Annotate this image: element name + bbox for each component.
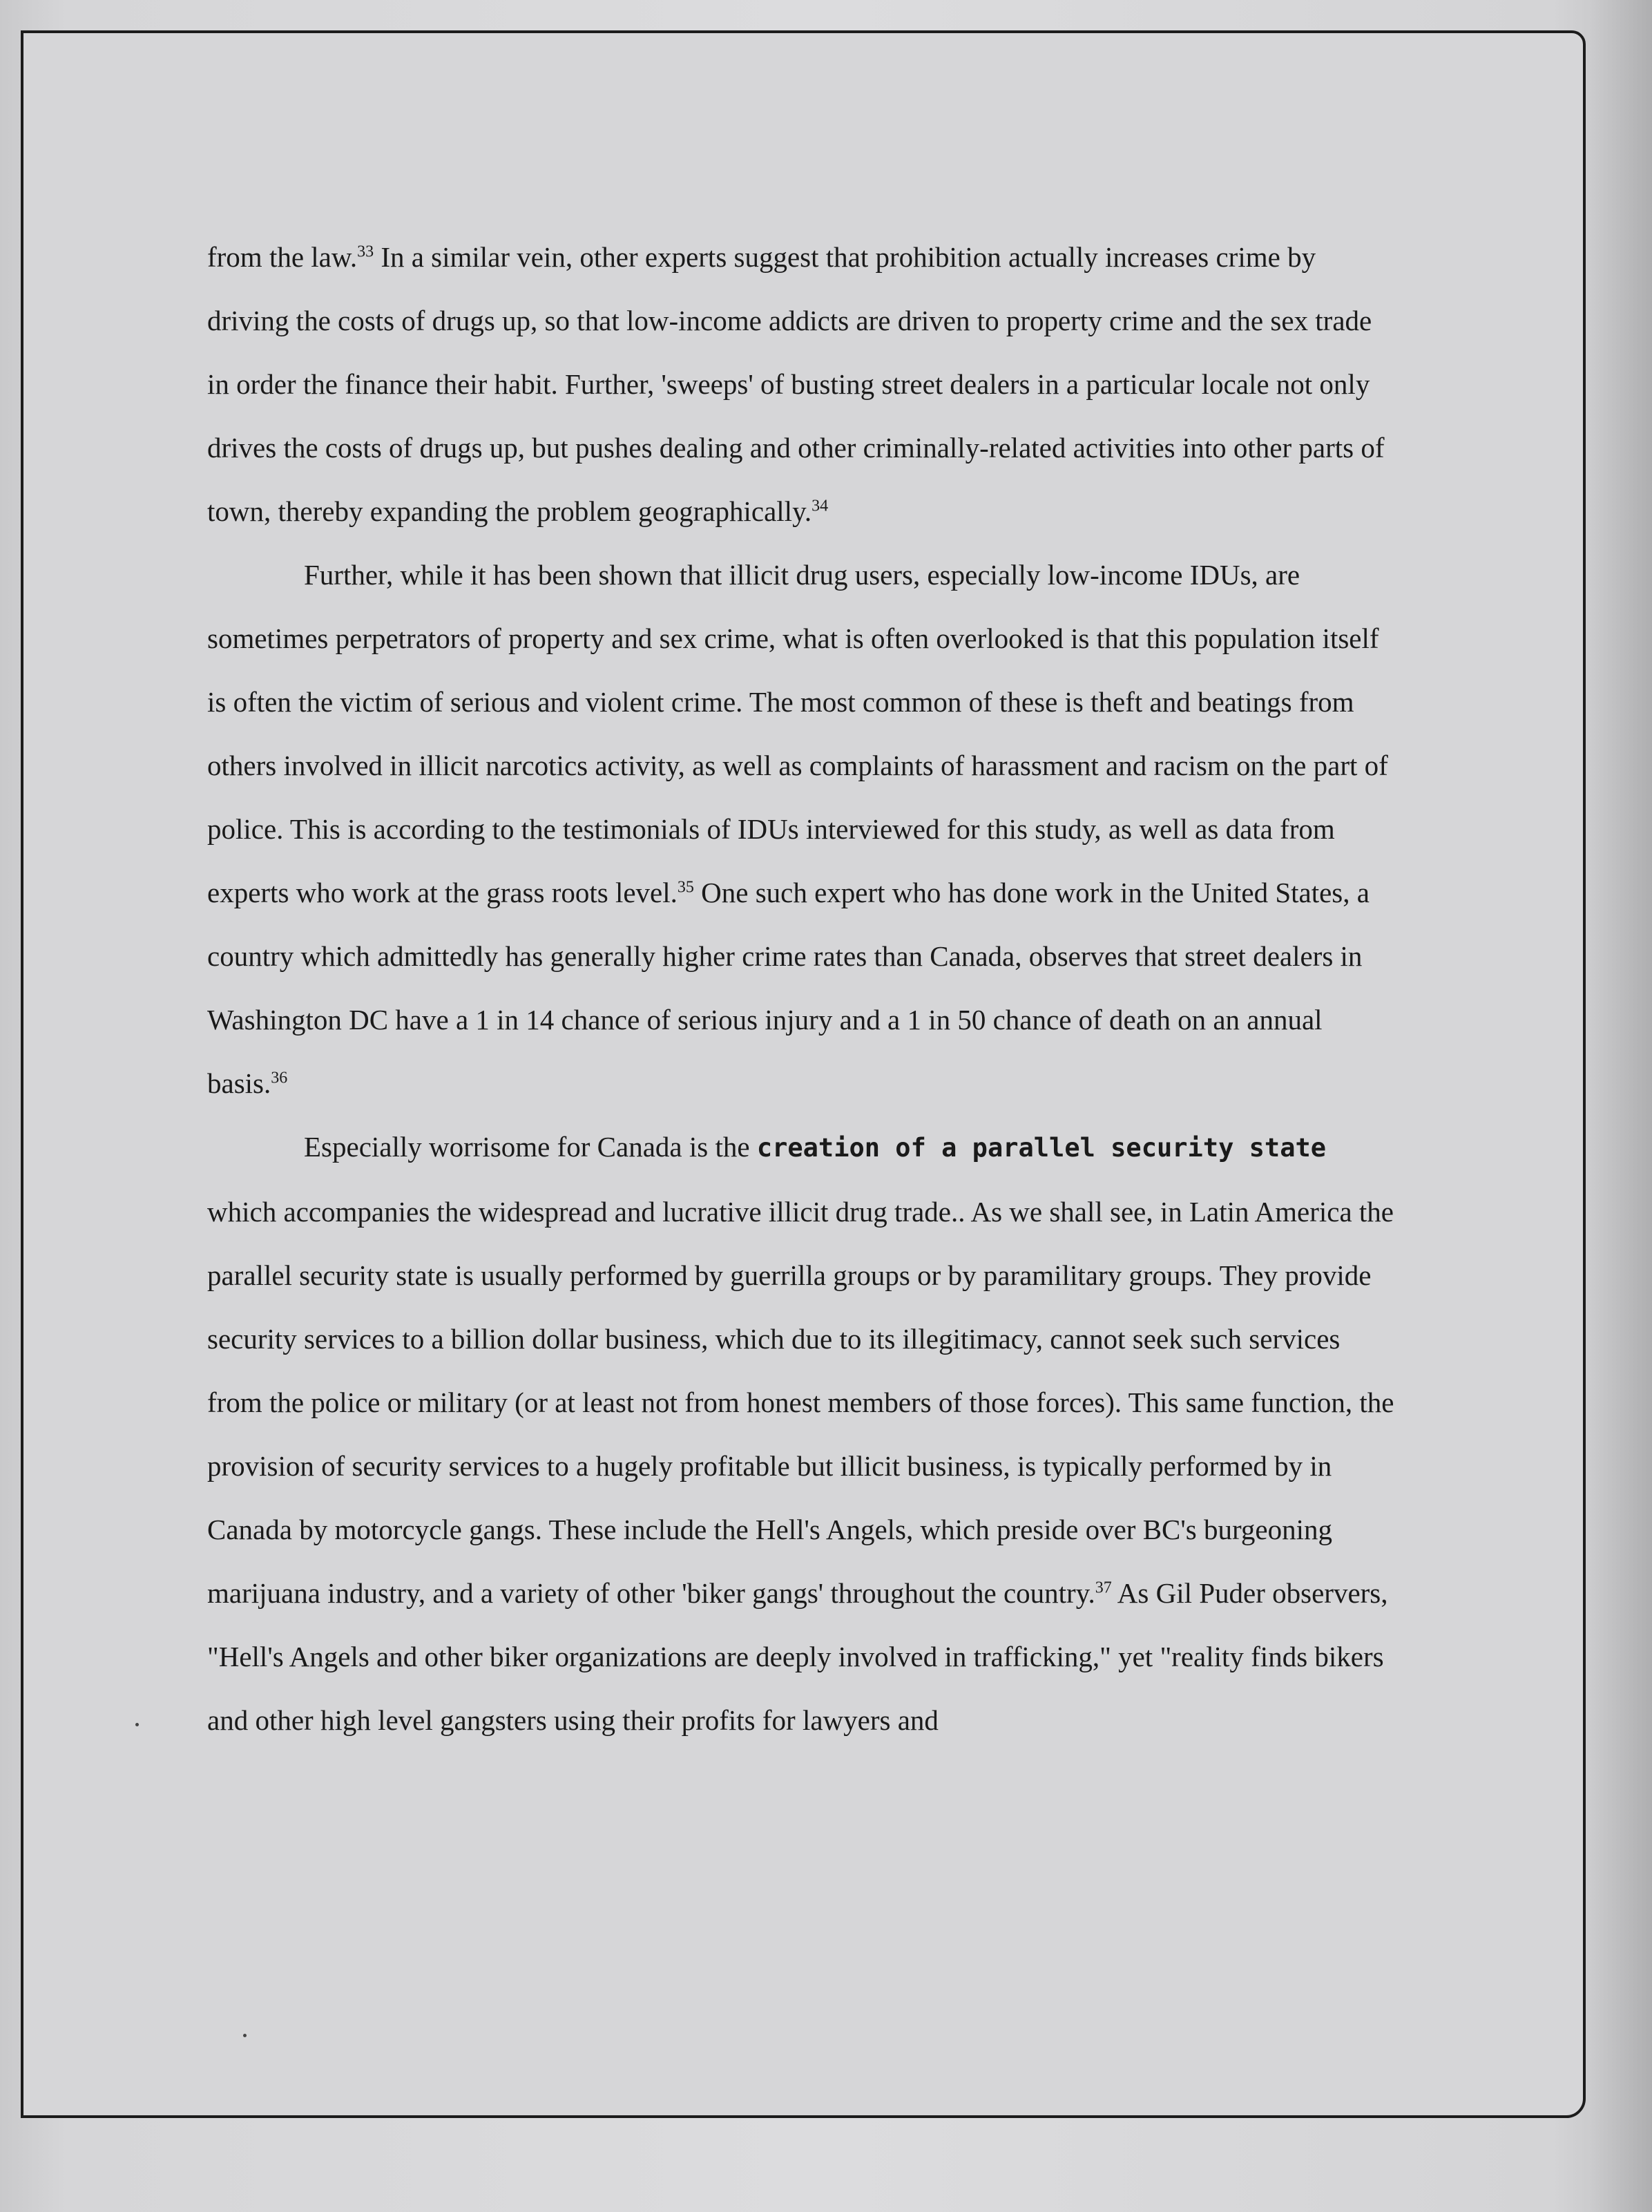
- body-text: [207, 225, 1395, 1752]
- text-run: Especially worrisome for Canada is the: [304, 1131, 757, 1163]
- text-run: from the law.: [207, 241, 358, 273]
- footnote-marker: 33: [357, 242, 374, 261]
- text-run: which accompanies the widespread and lucrative illicit drug trade.. As we shall see, in Latin America the parallel security state is usually performed by guerrilla groups or by paramilitary groups. They provide security services to a billion dollar business, which due to its illegitimacy, cannot seek such services from the police or military (or at least not from honest members of those forces). This same function, the provision of security services to a hugely profitable but illicit business, is typically performed by in Canada by motorcycle gangs. These include the Hell's Angels, which preside over BC's burgeoning marijuana industry, and a variety of other 'biker gangs' throughout the country.: [207, 1196, 1394, 1609]
- footnote-marker: 37: [1095, 1579, 1112, 1597]
- footnote-marker: 34: [811, 497, 829, 515]
- text-run: Further, while it has been shown that illicit drug users, especially low-income IDUs, are sometimes perpetrators of property and sex crime, what is often overlooked is that this population itself is often the victim of serious and violent crime. The most common of these is theft and beatings from others involved in illicit narcotics activity, as well as complaints of harassment and racism on the part of police. This is according to the testimonials of IDUs interviewed for this study, as well as data from experts who work at the grass roots level.: [207, 559, 1388, 908]
- text-run: In a similar vein, other experts suggest that prohibition actually increases crime by driving the costs of drugs up, so that low-income addicts are driven to property crime and the sex trade in order the finance their habit. Further, 'sweeps' of busting street dealers in a particular locale not only drives the costs of drugs up, but pushes dealing and other criminally-related activities into other parts of town, thereby expanding the problem geographically.: [207, 241, 1385, 527]
- text-run: One such expert who has done work in the United States, a country which admittedly has generally higher crime rates than Canada, observes that street dealers in Washington DC have a 1 in 14 chance of serious injury and a 1 in 50 chance of death on an annual basis.: [207, 877, 1370, 1099]
- page-edge-shadow: [1590, 0, 1652, 2212]
- paragraph-1: [207, 225, 1395, 543]
- scan-speck: [243, 2034, 247, 2037]
- emphasized-phrase: creation of a parallel security state: [756, 1133, 1327, 1163]
- scan-speck: [135, 1723, 139, 1726]
- paragraph-2: [207, 543, 1395, 1115]
- footnote-marker: 35: [677, 878, 694, 897]
- footnote-marker: 36: [271, 1069, 288, 1087]
- text-run: As Gil Puder observers, "Hell's Angels and other biker organizations are deeply involved in trafficking," yet "reality finds bikers and other high level gangsters using their profits for lawyers and: [207, 1577, 1388, 1736]
- paragraph-3: [207, 1115, 1395, 1752]
